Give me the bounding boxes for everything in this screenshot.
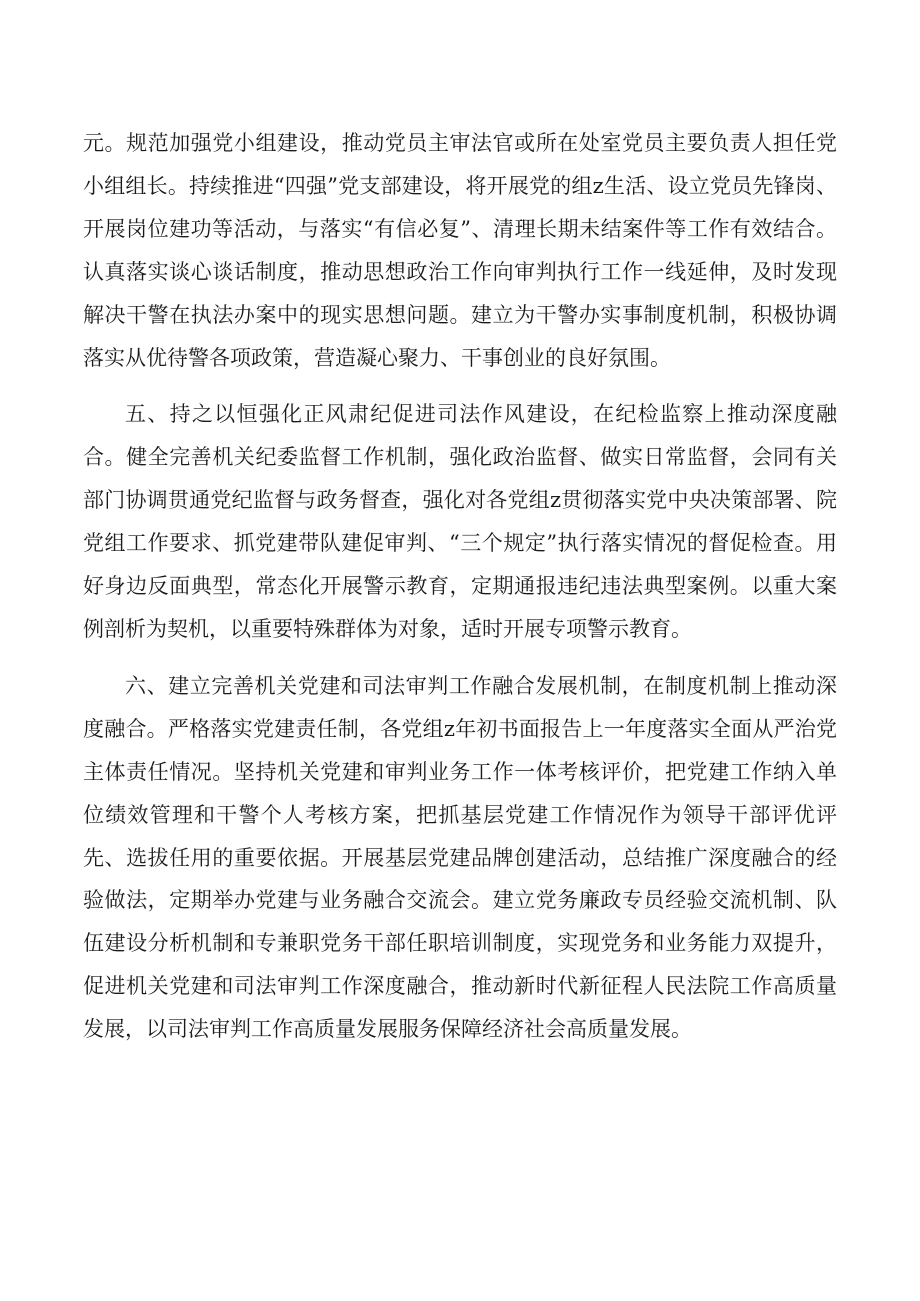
paragraph-continuation: 元。规范加强党小组建设，推动党员主审法官或所在处室党员主要负责人担任党小组组长。持续推进“四强”党支部建设，将开展党的组z生活、设立党员先锋岗、开展岗位建功等活动，与落实“有信必复”、清理长期未结案件等工作有效结合。认真落实谈心谈话制度，推动思想政治工作向审判执行工作一线延伸，及时发现解决干警在执法办案中的现实思想问题。建立为干警办实事制度机制，积极协调落实从优待警各项政策，营造凝心聚力、干事创业的良好氛围。	[83, 131, 837, 370]
paragraph-section-five: 五、持之以恒强化正风肃纪促进司法作风建设，在纪检监察上推动深度融合。健全完善机关纪委监督工作机制，强化政治监督、做实日常监督，会同有关部门协调贯通党纪监督与政务督查，强化对各党组z贯彻落实党中央决策部署、院党组工作要求、抓党建带队建促审判、“三个规定”执行落实情况的督促检查。用好身边反面典型，常态化开展警示教育，定期通报违纪违法典型案例。以重大案例剖析为契机，以重要特殊群体为对象，适时开展专项警示教育。	[83, 402, 837, 641]
paragraph-section-six: 六、建立完善机关党建和司法审判工作融合发展机制，在制度机制上推动深度融合。严格落实党建责任制，各党组z年初书面报告上一年度落实全面从严治党主体责任情况。坚持机关党建和审判业务工作一体考核评价，把党建工作纳入单位绩效管理和干警个人考核方案，把抓基层党建工作情况作为领导干部评优评先、选拔任用的重要依据。开展基层党建品牌创建活动，总结推广深度融合的经验做法，定期举办党建与业务融合交流会。建立党务廉政专员经验交流机制、队伍建设分析机制和专兼职党务干部任职培训制度，实现党务和业务能力双提升，促进机关党建和司法审判工作深度融合，推动新时代新征程人民法院工作高质量发展，以司法审判工作高质量发展服务保障经济社会高质量发展。	[83, 673, 837, 1042]
document-body	[83, 122, 837, 1051]
